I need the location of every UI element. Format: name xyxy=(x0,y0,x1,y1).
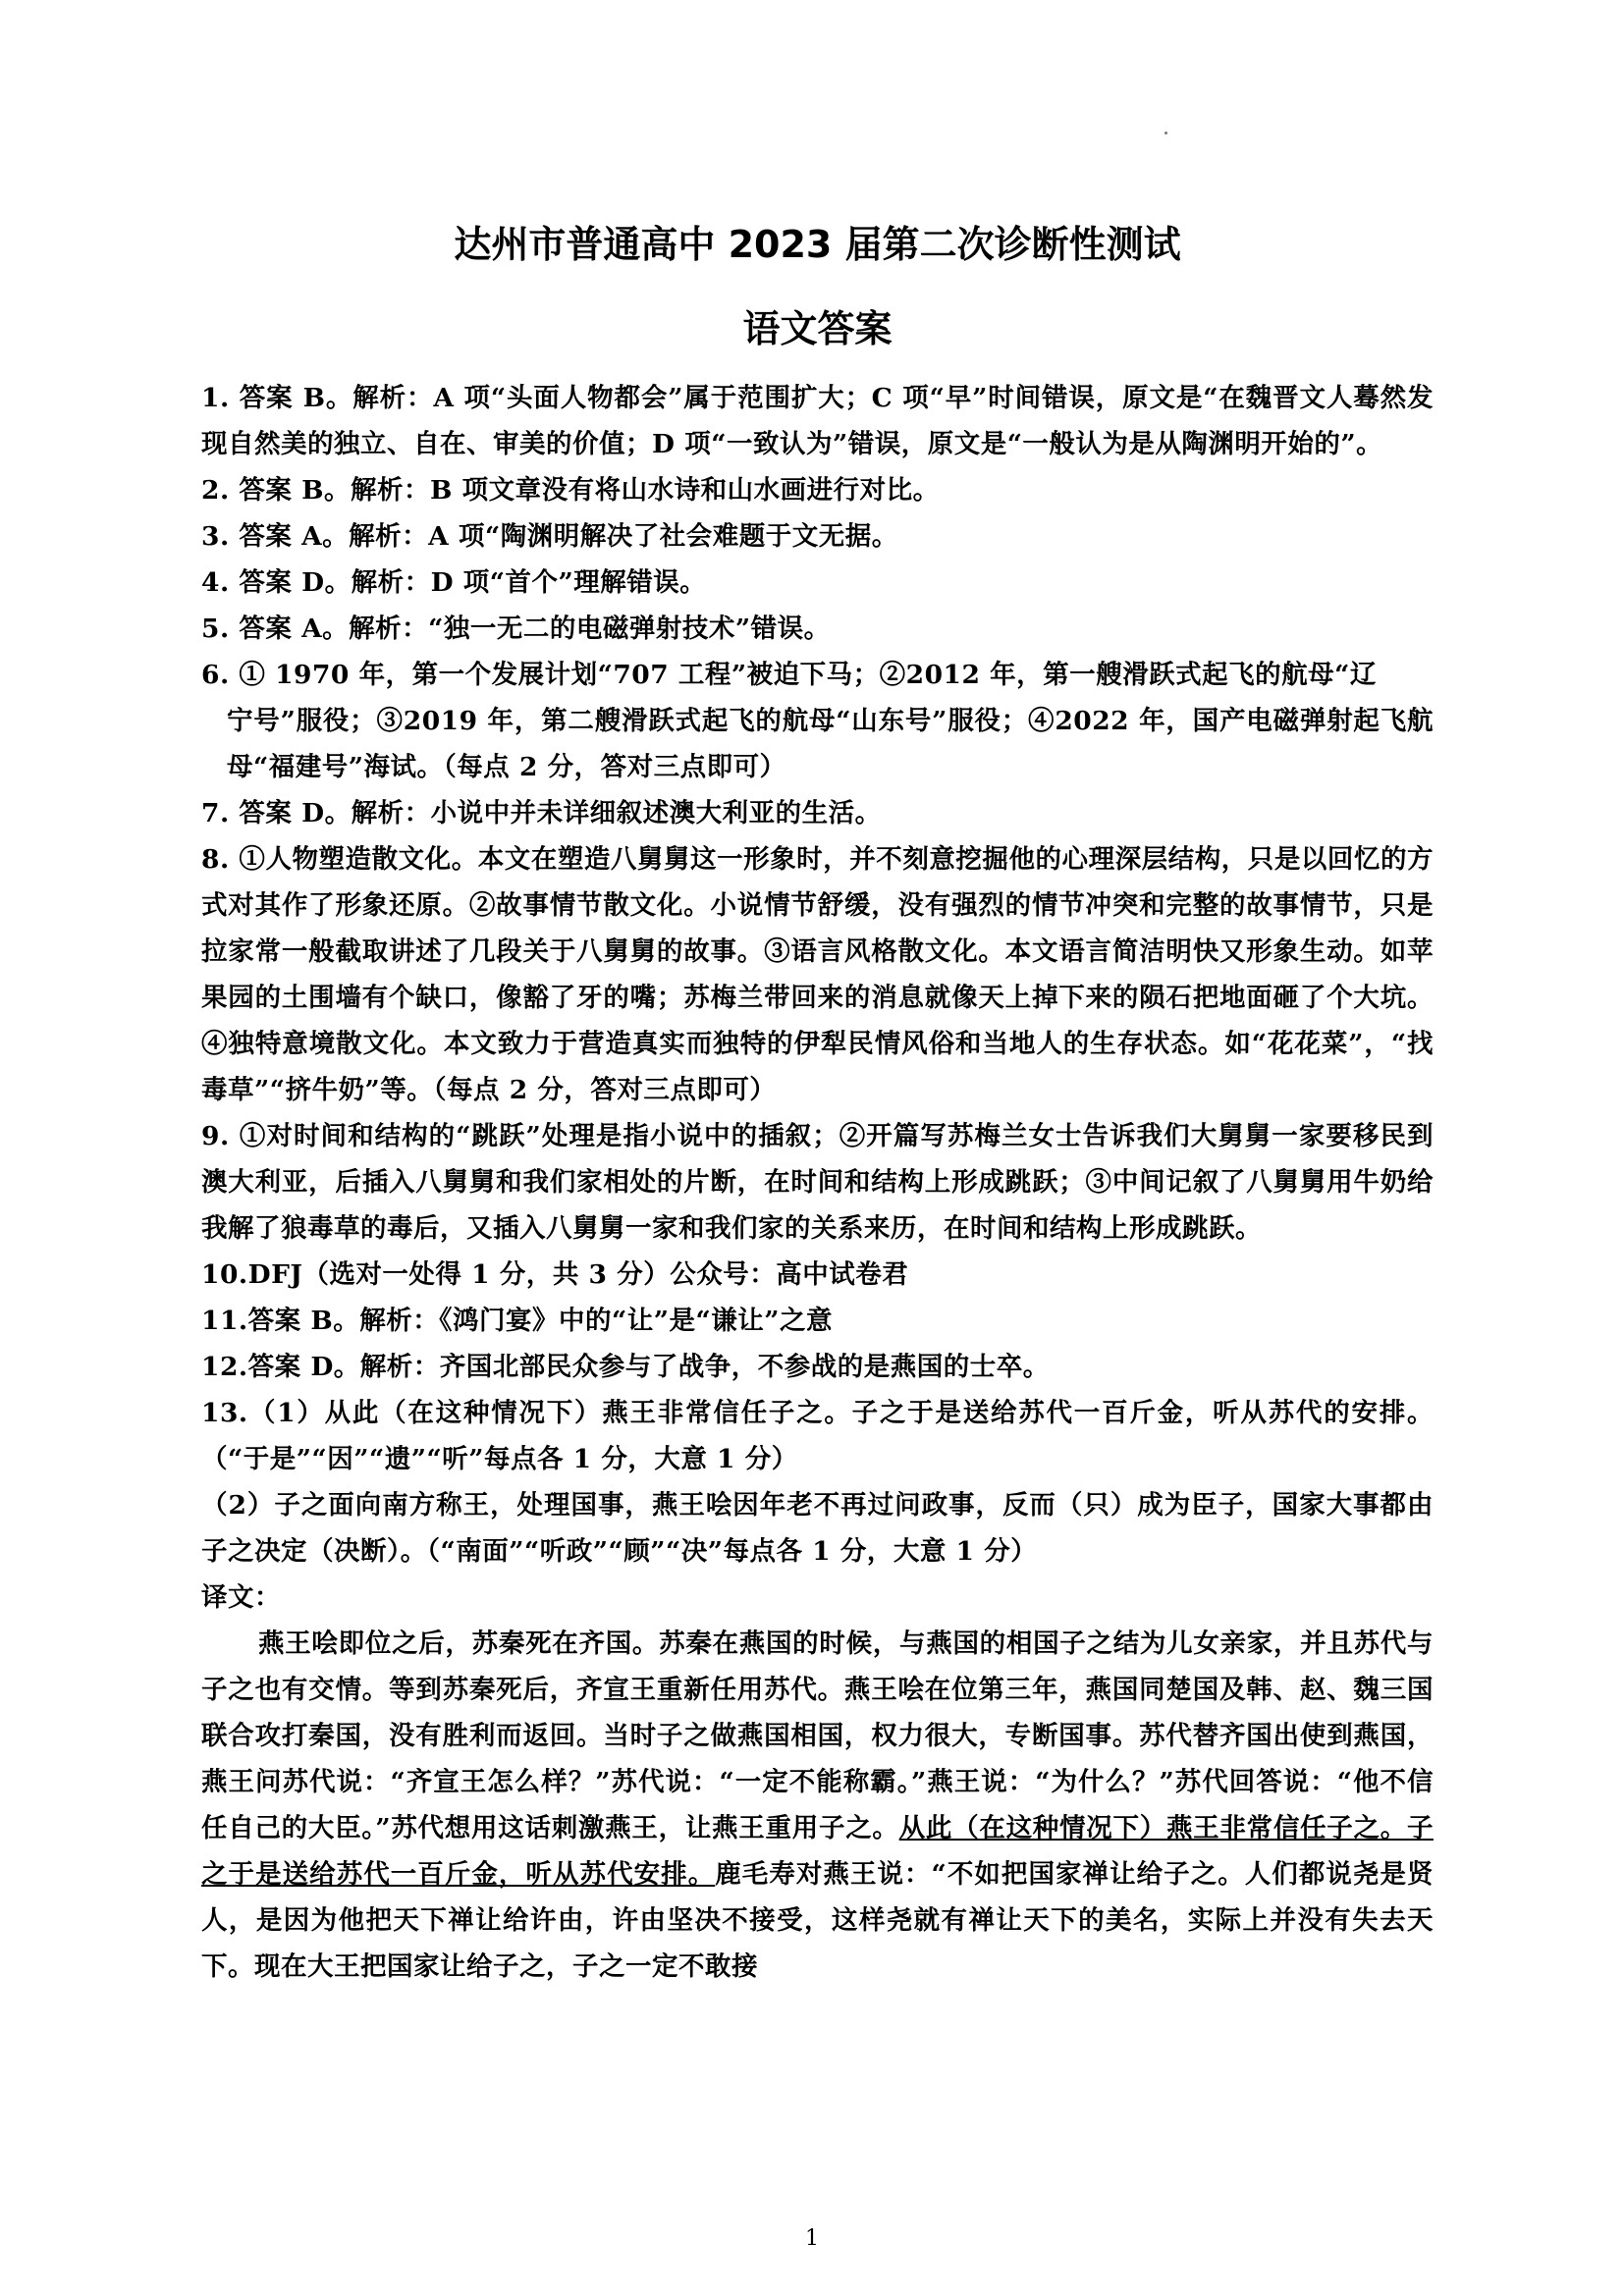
translation-text-1: 燕王哙即位之后，苏秦死在齐国。苏秦在燕国的时候，与燕国的相国子之结为儿女亲家，并且苏代与子之也有交情。等到苏秦死后，齐宣王重新任用苏代。燕王哙在位第三年，燕国同楚国及韩、赵、魏三国联合攻打秦国，没有胜利而返回。当时子之做燕国相国，权力很大，专断国事。苏代替齐国出使到燕国，燕王问苏代说：“齐宣王怎么样？”苏代说：“一定不能称霸。”燕王说：“为什么？”苏代回答说：“他不信任自己的大臣。”苏代想用这话刺激燕王，让燕王重用子之。 xyxy=(201,1629,1434,1843)
answer-8: 8. ①人物塑造散文化。本文在塑造八舅舅这一形象时，并不刻意挖掘他的心理深层结构，只是以回忆的方式对其作了形象还原。②故事情节散文化。小说情节舒缓，没有强烈的情节冲突和完整的故事情节，只是拉家常一般截取讲述了几段关于八舅舅的故事。③语言风格散文化。本文语言简洁明快又形象生动。如苹果园的土围墙有个缺口，像豁了牙的嘴；苏梅兰带回来的消息就像天上掉下来的陨石把地面砸了个大坑。④独特意境散文化。本文致力于营造真实而独特的伊犁民情风俗和当地人的生存状态。如“花花菜”，“找毒草”“挤牛奶”等。（每点 2 分，答对三点即可） xyxy=(201,844,1434,1105)
answer-6-line1: 6. ① 1970 年，第一个发展计划“707 工程”被迫下马；②2012 年，第一艘滑跃式起飞的航母“辽 xyxy=(201,660,1377,690)
translation-text-2: 鹿毛寿对燕王说：“不如把国家禅让给子之。人们都说尧是贤人，是因为他把天下禅让给许由，许由坚决不接受，这样尧就有禅让天下的美名，实际上并没有失去天下。现在大王把国家让给子之，子之一定不敢接 xyxy=(201,1859,1435,1982)
answer-2: 2. 答案 B。解析：B 项文章没有将山水诗和山水画进行对比。 xyxy=(201,475,940,506)
answer-7: 7. 答案 D。解析：小说中并未详细叙述澳大利亚的生活。 xyxy=(201,798,882,828)
translation-underlined: 从此（在这种情况下）燕王非常信任子之。子之于是送给苏代一百斤金，听从苏代安排。 xyxy=(201,1813,1434,1890)
answer-5: 5. 答案 A。解析：“独一无二的电磁弹射技术”错误。 xyxy=(201,614,831,644)
answer-1: 1. 答案 B。解析：A 项“头面人物都会”属于范围扩大；C 项“早”时间错误，原文是“在魏晋文人蓦然发现自然美的独立、自在、审美的价值；D 项“一致认为”错误，原文是“一般认为是从陶渊明开始的”。 xyxy=(201,383,1434,459)
answer-13-part1: 13.（1）从此（在这种情况下）燕王非常信任子之。子之于是送给苏代一百斤金，听从苏代的安排。（“于是”“因”“遗”“听”每点各 1 分，大意 1 分） xyxy=(201,1398,1434,1474)
answer-13-part2: （2）子之面向南方称王，处理国事，燕王哙因年老不再过问政事，反而（只）成为臣子，国家大事都由子之决定（决断）。（“南面”“听政”“顾”“决”每点各 1 分，大意 1 分） xyxy=(201,1490,1434,1567)
answer-3: 3. 答案 A。解析：A 项“陶渊明解决了社会难题于文无据。 xyxy=(201,521,898,552)
scan-speck xyxy=(1164,132,1167,134)
page-number: 1 xyxy=(805,2226,819,2251)
answer-11: 11.答案 B。解析：《鸿门宴》中的“让”是“谦让”之意 xyxy=(201,1306,833,1336)
answer-9: 9. ①对时间和结构的“跳跃”处理是指小说中的插叙；②开篇写苏梅兰女士告诉我们大舅舅一家要移民到澳大利亚，后插入八舅舅和我们家相处的片断，在时间和结构上形成跳跃；③中间记叙了八舅舅用牛奶给我解了狼毒草的毒后，又插入八舅舅一家和我们家的关系来历，在时间和结构上形成跳跃。 xyxy=(201,1121,1434,1244)
answer-10: 10.DFJ（选对一处得 1 分，共 3 分）公众号：高中试卷君 xyxy=(201,1259,909,1290)
answer-6-rest: 宁号”服役；③2019 年，第二艘滑跃式起飞的航母“山东号”服役；④2022 年，国产电磁弹射起飞航母“福建号”海试。（每点 2 分，答对三点即可） xyxy=(227,706,1434,782)
document-page xyxy=(201,196,1434,1990)
translation-label: 译文： xyxy=(201,1582,281,1613)
answer-4: 4. 答案 D。解析：D 项“首个”理解错误。 xyxy=(201,567,707,598)
translation-paragraph xyxy=(201,1621,1434,1990)
document-subtitle: 语文答案 xyxy=(742,307,893,350)
document-title: 达州市普通高中 2023 届第二次诊断性测试 xyxy=(454,223,1181,266)
answer-12: 12.答案 D。解析：齐国北部民众参与了战争，不参战的是燕国的士卒。 xyxy=(201,1352,1050,1382)
